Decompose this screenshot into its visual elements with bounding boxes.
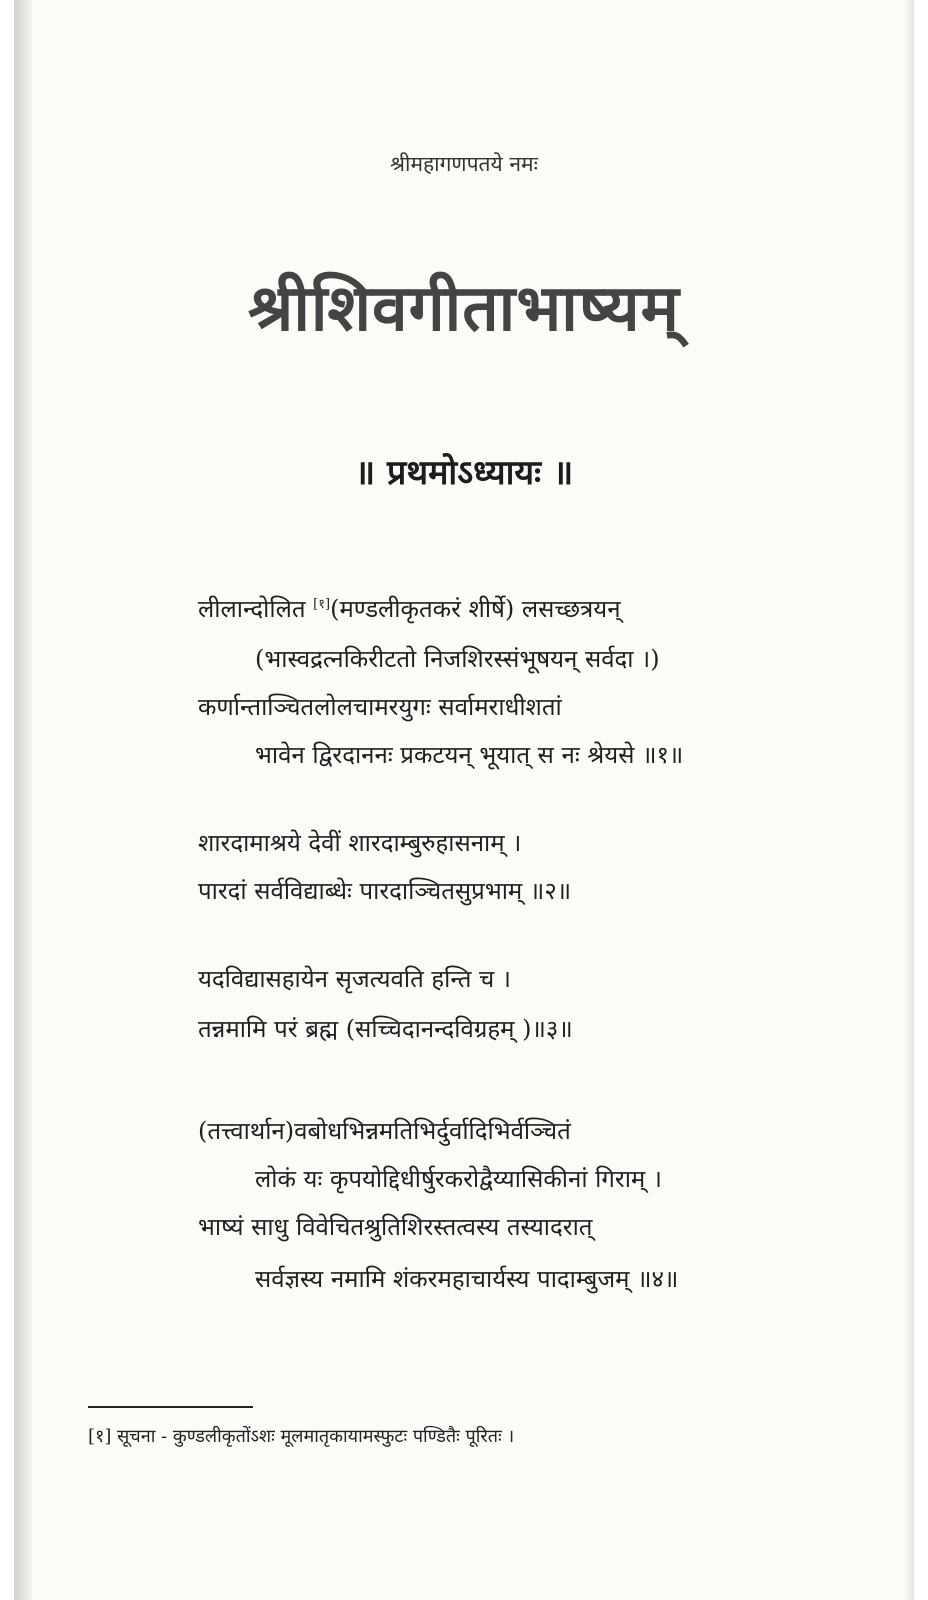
verse-4-line-2: लोकं यः कृपयोद्दिधीर्षुरकरोद्वैय्यासिकीनां गिराम् । [255,1165,663,1193]
chapter-heading: ॥ प्रथमोऽध्यायः ॥ [354,453,574,493]
book-page [14,0,914,1600]
verse-4-line-1: (तत्त्वार्थान)वबोधभिन्नमतिभिर्दुर्वादिभिर्वञ्चितं [198,1117,571,1145]
verse-2-line-1: शारदामाश्रये देवीं शारदाम्बुरुहासनाम् । [198,829,522,857]
footnote-text: [१] सूचना - कुण्डलीकृतोंऽशः मूलमातृकायामस्फुटः पण्डितैः पूरितः । [88,1426,515,1447]
footnote-divider [88,1406,253,1408]
footnote-marker: [१] [313,597,331,612]
verse-1-line-1-end: (मण्डलीकृतकरं शीर्षे) लसच्छत्रयन् [330,595,621,623]
verse-1-line-1-start: लीलान्दोलित [198,595,306,623]
verse-1-line-1 [198,592,621,625]
verse-1-line-2: (भास्वद्रत्नकिरीटतो निजशिरस्संभूषयन् सर्वदा ।) [255,645,660,673]
page-title: श्रीशिवगीताभाष्यम् [248,271,680,346]
verse-2-line-2: पारदां सर्वविद्याब्धेः पारदाञ्चितसुप्रभाम् ॥२॥ [198,877,572,905]
page-spine-shadow [14,0,32,1600]
verse-3-line-2: तन्नमामि परं ब्रह्म (सच्चिदानन्दविग्रहम् )॥३॥ [198,1015,573,1043]
verse-1-line-4: भावेन द्विरदाननः प्रकटयन् भूयात् स नः श्रेयसे ॥१॥ [255,741,684,769]
verse-1-line-3: कर्णान्ताञ्चितलोलचामरयुगः सर्वामराधीशतां [198,693,562,721]
verse-3-line-1: यदविद्यासहायेन सृजत्यवति हन्ति च । [198,965,512,993]
page-edge [904,0,914,1600]
verse-4-line-4: सर्वज्ञस्य नमामि शंकरमहाचार्यस्य पादाम्बुजम् ॥४॥ [255,1265,679,1293]
invocation-line: श्रीमहागणपतये नमः [390,152,538,176]
verse-4-line-3: भाष्यं साधु विवेचितश्रुतिशिरस्तत्वस्य तस्यादरात् [198,1213,593,1241]
